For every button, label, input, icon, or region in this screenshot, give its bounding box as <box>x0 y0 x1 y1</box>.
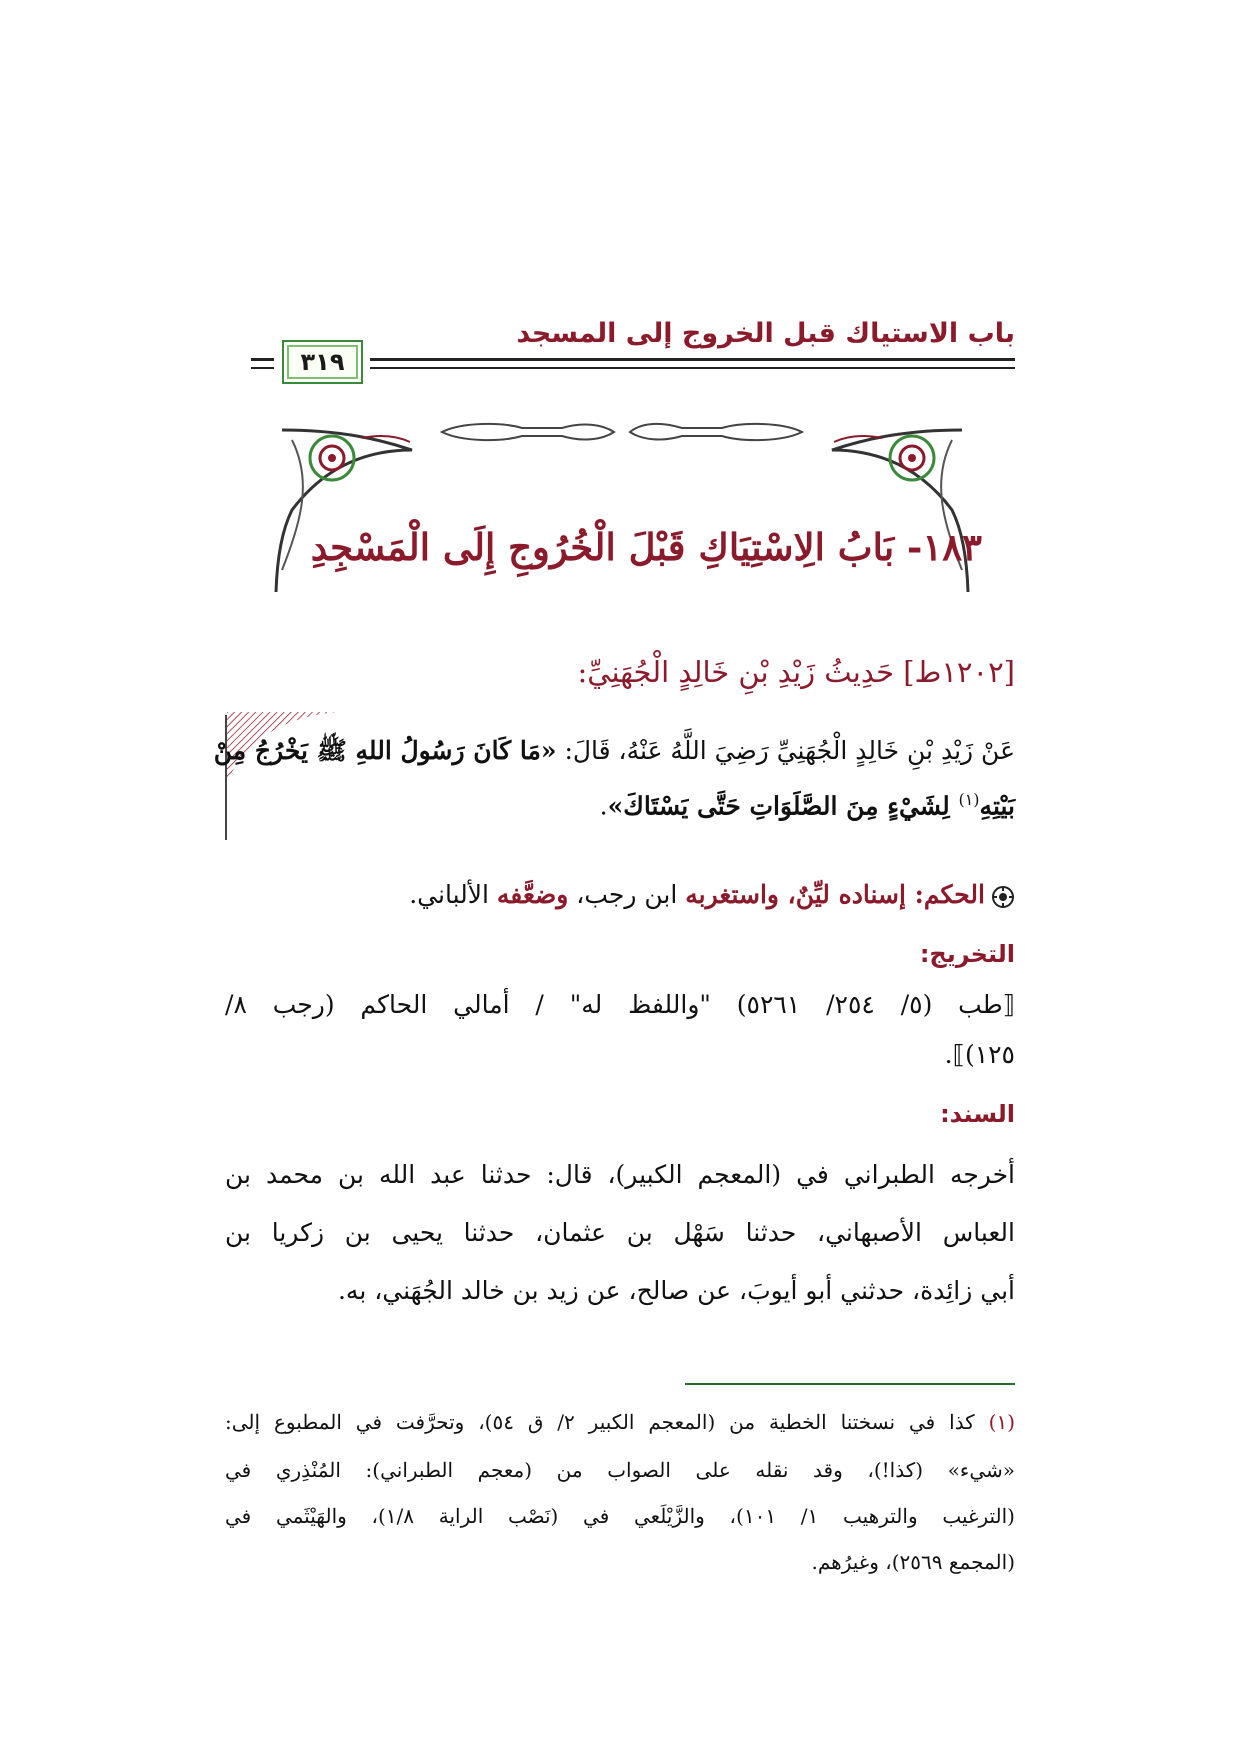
sanad-line-3: أبي زائِدة، حدثني أبو أيوبَ، عن صالح، عن زيد بن خالد الجُهَني، به. <box>337 1276 1015 1305</box>
hadith-matn-part2: لِشَيْءٍ مِنَ الصَّلَوَاتِ حَتَّى يَسْتَاكَ» <box>607 791 959 821</box>
footnote-number: (١) <box>988 1410 1015 1434</box>
hadith-matn-word: بَيْتِهِ <box>979 791 1015 821</box>
sanad-line-1: أخرجه الطبراني في (المعجم الكبير)، قال: حدثنا عبد الله بن محمد بن <box>225 1160 1015 1189</box>
hadith-line-1 <box>213 735 1015 772</box>
hadith-line-2 <box>600 790 1015 820</box>
hadith-end: . <box>599 791 608 821</box>
takhrij-line-2: ١٢٥)⟧. <box>944 1040 1015 1069</box>
footnote-line-1 <box>225 1410 1015 1434</box>
footnote-line-2: «شيء» (كذا!)، وقد نقله على الصواب من (معجم الطبراني): المُنْذِري في <box>225 1458 1015 1482</box>
ruling-grade: إسناده ليِّنٌ، واستغربه <box>685 880 915 909</box>
sanad-label: السند: <box>940 1100 1015 1128</box>
header-rule-short <box>251 358 274 369</box>
page-number: ٣١٩ <box>300 348 345 376</box>
sanad-line-2: العباس الأصبهاني، حدثنا سَهْل بن عثمان، حدثنا يحيى بن زكريا بن <box>225 1218 1015 1247</box>
footnote-marker[interactable]: (١) <box>958 790 980 809</box>
hadith-heading: [١٢٠٢ط] حَدِيثُ زَيْدِ بْنِ خَالِدٍ الْجُهَنِيِّ: <box>577 655 1015 689</box>
footnote-text-1: كذا في نسختنا الخطية من (المعجم الكبير ٢/ ق ٥٤)، وتحرَّفت في المطبوع إلى: <box>225 1410 989 1434</box>
ruling-weakened: وضعَّفه <box>496 880 569 909</box>
page-number-frame <box>282 340 363 384</box>
ruling-scholar-1: ابن رجب، <box>568 880 686 909</box>
hadith-narration-intro: عَنْ زَيْدِ بْنِ خَالِدٍ الْجُهَنِيِّ رَضِيَ اللَّهُ عَنْهُ، قَالَ: <box>556 736 1015 765</box>
header-rule <box>370 358 1015 369</box>
ruling-scholar-2: الألباني. <box>409 880 497 909</box>
footnote-line-3: (الترغيب والترهيب ١/ ١٠١)، والزَّيْلَعي في (نَصْب الراية ١/٨)، والهَيْثَمي في <box>225 1504 1015 1528</box>
ruling-line <box>409 880 1015 909</box>
hadith-matn-part1: «مَا كَانَ رَسُولُ اللهِ ﷺ يَخْرُجُ مِنْ <box>213 736 557 765</box>
ornament-top-scrolls <box>442 424 802 440</box>
takhrij-label: التخريج: <box>919 940 1015 968</box>
chapter-title: ١٨٣- بَابُ الِاسْتِيَاكِ قَبْلَ الْخُرُوجِ إِلَى الْمَسْجِدِ <box>310 525 982 569</box>
ruling-label: الحكم: <box>914 880 985 909</box>
takhrij-line-1: ⟦طب (٥/ ٢٥٤/ ٥٢٦١) "واللفظ له" / أمالي الحاكم (رجب ٨/ <box>225 990 1016 1019</box>
footnote-rule <box>685 1383 1015 1385</box>
running-title: باب الاستياك قبل الخروج إلى المسجد <box>516 318 1015 349</box>
hadith-box <box>225 715 1017 840</box>
flower-icon <box>991 885 1015 909</box>
footnote-line-4: (المجمع ٢٥٦٩)، وغيرُهم. <box>811 1550 1015 1574</box>
